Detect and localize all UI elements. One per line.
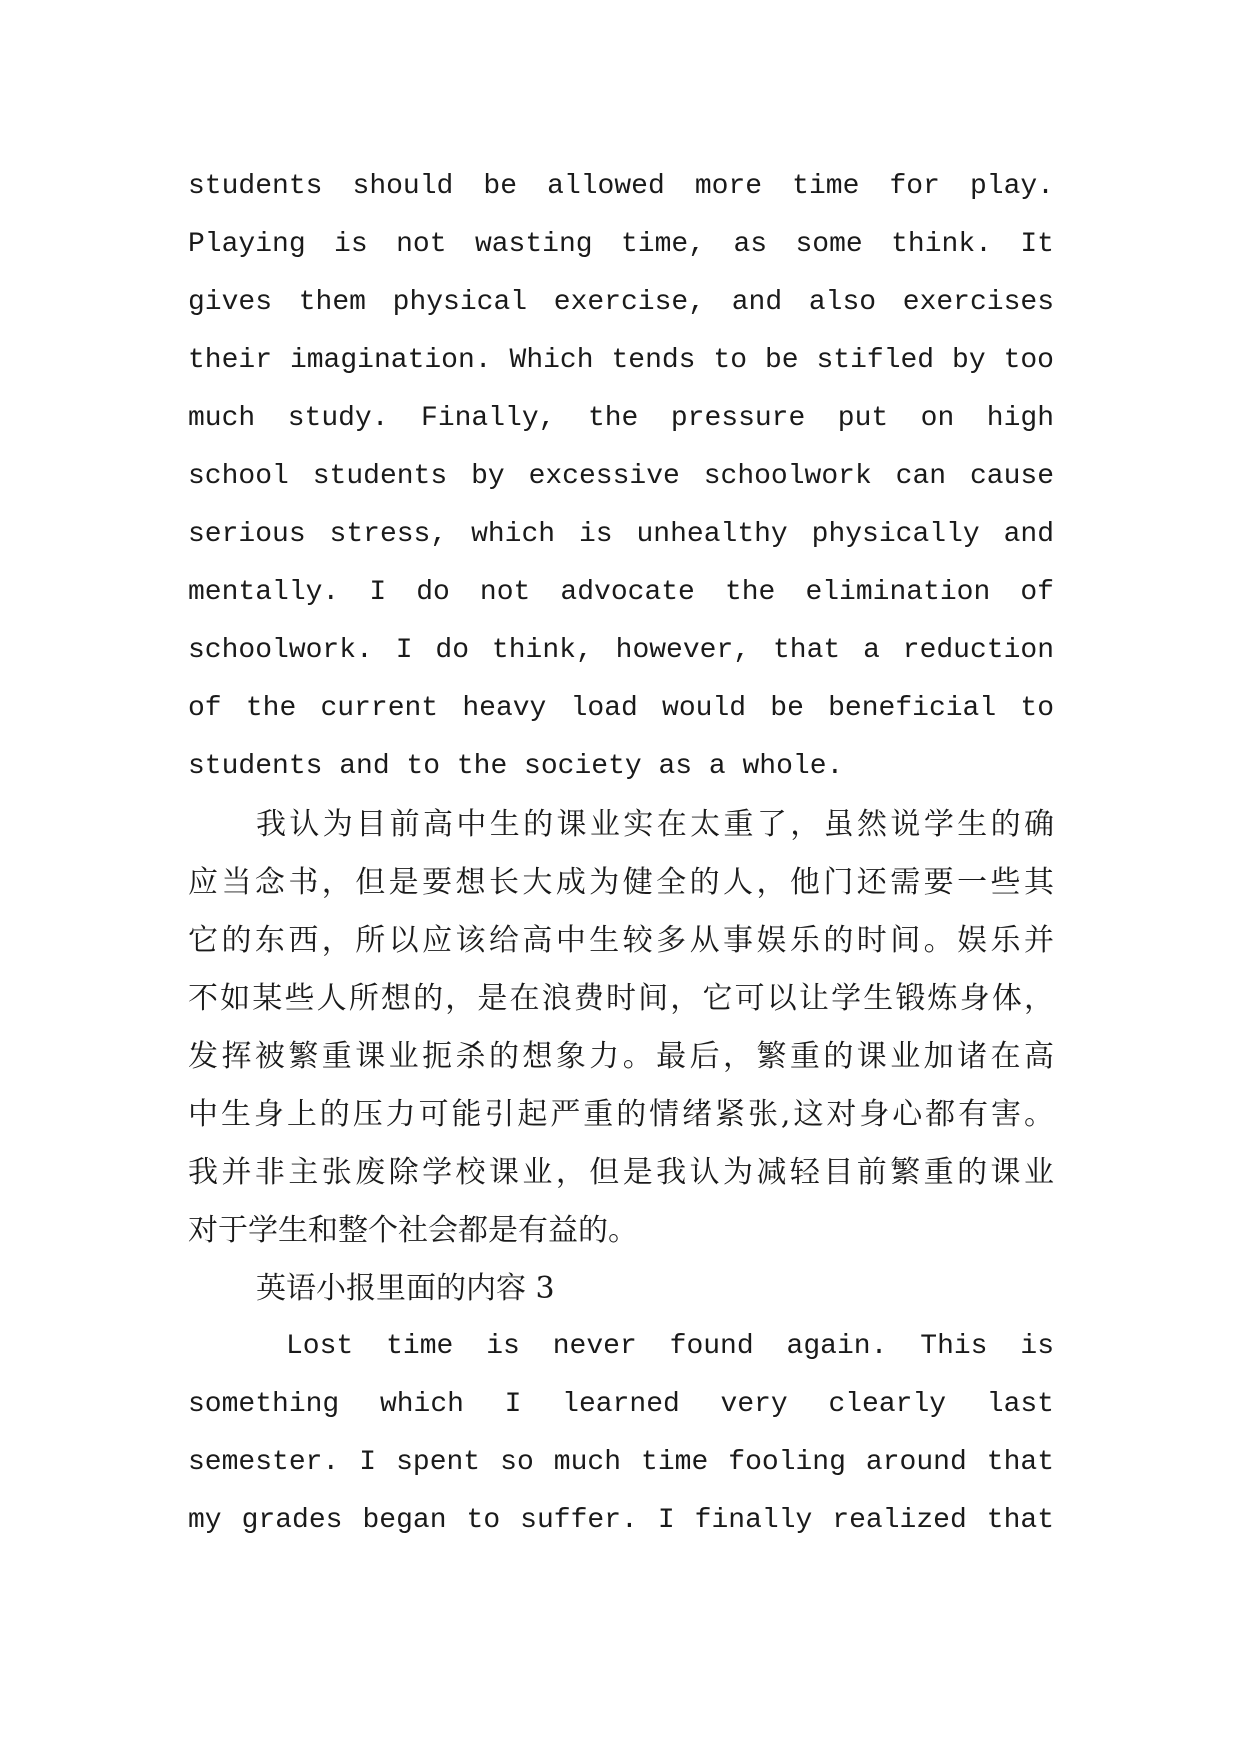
- text-line: semester. I spent so much time fooling around that: [188, 1447, 1054, 1478]
- text-line: my grades began to suffer. I finally realized that: [188, 1505, 1054, 1536]
- text-line: 应当念书，但是要想长大成为健全的人，他门还需要一些其: [188, 865, 1054, 900]
- text-line: 我并非主张废除学校课业，但是我认为减轻目前繁重的课业: [188, 1155, 1054, 1190]
- text-line: 发挥被繁重课业扼杀的想象力。最后，繁重的课业加诸在高: [188, 1039, 1054, 1074]
- text-line: mentally. I do not advocate the elimination of: [188, 577, 1054, 608]
- text-line: Lost time is never found again. This is: [286, 1331, 1054, 1362]
- text-line: 它的东西，所以应该给高中生较多从事娱乐的时间。娱乐并: [188, 923, 1054, 958]
- text-line: gives them physical exercise, and also exercises: [188, 287, 1054, 318]
- text-line: students should be allowed more time for play.: [188, 171, 1054, 202]
- text-line: students and to the society as a whole.: [188, 751, 844, 782]
- text-line: Playing is not wasting time, as some think. It: [188, 229, 1054, 260]
- text-line: something which I learned very clearly last: [188, 1389, 1054, 1420]
- text-line: 中生身上的压力可能引起严重的情绪紧张,这对身心都有害。: [188, 1097, 1054, 1132]
- text-line: their imagination. Which tends to be stifled by too: [188, 345, 1054, 376]
- section-heading: 英语小报里面的内容 3: [256, 1271, 555, 1306]
- text-line: much study. Finally, the pressure put on high: [188, 403, 1054, 434]
- text-line: of the current heavy load would be beneficial to: [188, 693, 1054, 724]
- text-line: 对于学生和整个社会都是有益的。: [188, 1213, 638, 1248]
- text-line: 不如某些人所想的，是在浪费时间，它可以让学生锻炼身体，: [188, 981, 1054, 1016]
- text-line: school students by excessive schoolwork can cause: [188, 461, 1054, 492]
- text-line: schoolwork. I do think, however, that a reduction: [188, 635, 1054, 666]
- text-line: serious stress, which is unhealthy physically and: [188, 519, 1054, 550]
- text-line: 我认为目前高中生的课业实在太重了，虽然说学生的确: [256, 807, 1054, 842]
